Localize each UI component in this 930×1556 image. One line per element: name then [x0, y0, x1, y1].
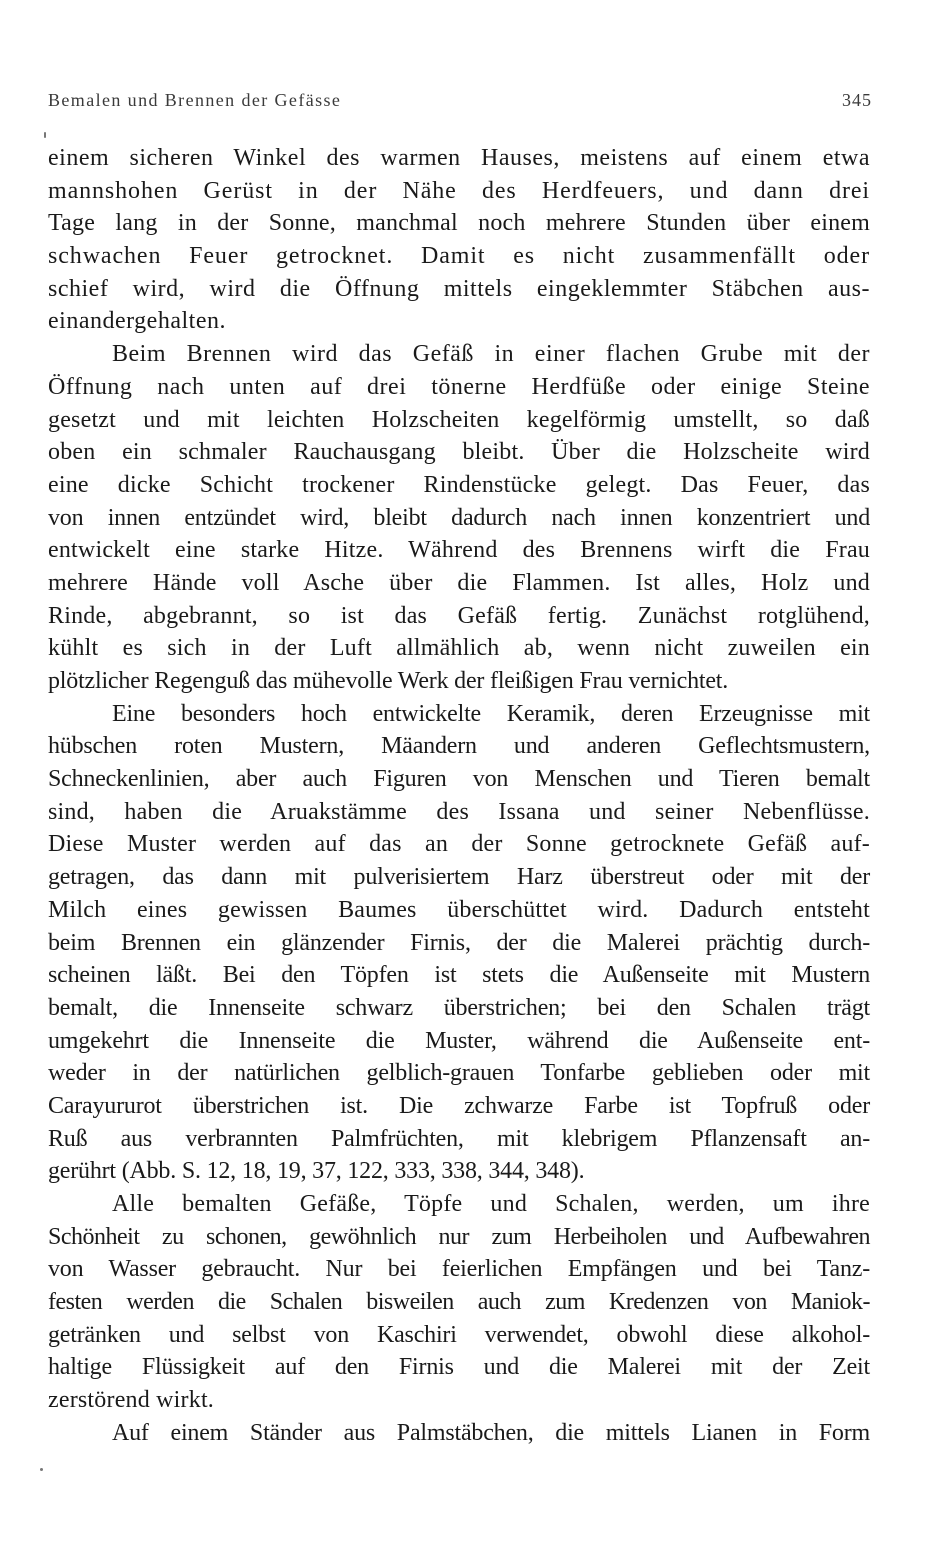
text-line: einandergehalten. — [48, 308, 226, 335]
text-line: bemalt, die Innenseite schwarz überstrichen; bei den Schalen trägt — [48, 994, 870, 1021]
text-line: getragen, das dann mit pulverisiertem Harz überstreut oder mit der — [48, 864, 870, 891]
scan-speck — [40, 1468, 43, 1471]
text-line: haltige Flüssigkeit auf den Firnis und die Malerei mit der Zeit — [48, 1354, 870, 1381]
text-line: plötzlicher Regenguß das mühevolle Werk der fleißigen Frau vernichtet. — [48, 668, 729, 694]
text-line: von innen entzündet wird, bleibt dadurch nach innen konzentriert und — [48, 504, 870, 531]
text-line: mannshohen Gerüst in der Nähe des Herdfeuers, und dann drei — [48, 177, 870, 204]
text-line: Milch eines gewissen Baumes überschüttet wird. Dadurch entsteht — [48, 896, 870, 923]
paragraph-first-line: Alle bemalten Gefäße, Töpfe und Schalen, werden, um ihre — [112, 1191, 870, 1217]
text-line: mehrere Hände voll Asche über die Flammen. Ist alles, Holz und — [48, 569, 870, 596]
text-line: scheinen läßt. Bei den Töpfen ist stets die Außenseite mit Mustern — [48, 962, 870, 989]
text-line: Carayururot überstrichen ist. Die zchwarze Farbe ist Topfruß oder — [48, 1092, 870, 1119]
text-line: gesetzt und mit leichten Holzscheiten kegelförmig umstellt, so daß — [48, 406, 870, 433]
text-line: beim Brennen ein glänzender Firnis, der die Malerei prächtig durch- — [48, 929, 870, 956]
text-line: entwickelt eine starke Hitze. Während des Brennens wirft die Frau — [48, 537, 870, 564]
text-line: einem sicheren Winkel des warmen Hauses, meistens auf einem etwa — [48, 145, 870, 171]
body-text — [48, 142, 870, 1450]
text-line: schwachen Feuer getrocknet. Damit es nicht zusammenfällt oder — [48, 243, 870, 270]
paragraph-first-line: Beim Brennen wird das Gefäß in einer flachen Grube mit der — [112, 341, 870, 368]
text-line: getränken und selbst von Kaschiri verwendet, obwohl diese alkohol- — [48, 1321, 870, 1348]
text-line: hübschen roten Mustern, Mäandern und anderen Geflechtsmustern, — [48, 733, 870, 760]
scan-speck — [44, 132, 46, 138]
text-line: weder in der natürlichen gelblich-grauen Tonfarbe geblieben oder mit — [48, 1060, 870, 1087]
text-line: Ruß aus verbrannten Palmfrüchten, mit klebrigem Pflanzensaft an- — [48, 1125, 870, 1152]
text-line: schief wird, wird die Öffnung mittels eingeklemmter Stäbchen aus- — [48, 275, 870, 302]
text-line: Öffnung nach unten auf drei tönerne Herdfüße oder einige Steine — [48, 373, 870, 400]
text-line: Diese Muster werden auf das an der Sonne getrocknete Gefäß auf- — [48, 831, 870, 858]
text-line: Schneckenlinien, aber auch Figuren von Menschen und Tieren bemalt — [48, 766, 870, 793]
text-line: Schönheit zu schonen, gewöhnlich nur zum Herbeiholen und Aufbewahren — [48, 1223, 870, 1250]
text-line: gerührt (Abb. S. 12, 18, 19, 37, 122, 333, 338, 344, 348). — [48, 1158, 585, 1185]
paragraph-first-line: Eine besonders hoch entwickelte Keramik, deren Erzeugnisse mit — [112, 700, 870, 727]
text-line: umgekehrt die Innenseite die Muster, während die Außenseite ent- — [48, 1027, 870, 1054]
text-line: von Wasser gebraucht. Nur bei feierlichen Empfängen und bei Tanz- — [48, 1256, 870, 1283]
text-line: eine dicke Schicht trockener Rindenstücke gelegt. Das Feuer, das — [48, 471, 870, 498]
text-line: oben ein schmaler Rauchausgang bleibt. Über die Holzscheite wird — [48, 439, 870, 466]
text-line: festen werden die Schalen bisweilen auch zum Kredenzen von Maniok- — [48, 1289, 870, 1316]
page-number: 345 — [842, 90, 872, 110]
text-line: Rinde, abgebrannt, so ist das Gefäß fertig. Zunächst rotglühend, — [48, 602, 870, 629]
text-line: kühlt es sich in der Luft allmählich ab, wenn nicht zuweilen ein — [48, 635, 870, 662]
paragraph-first-line: Auf einem Ständer aus Palmstäbchen, die mittels Lianen in Form — [112, 1419, 870, 1446]
text-line: Tage lang in der Sonne, manchmal noch mehrere Stunden über einem — [48, 210, 870, 237]
text-line: zerstörend wirkt. — [48, 1387, 215, 1414]
page-header — [48, 90, 872, 116]
running-title: Bemalen und Brennen der Gefässe — [48, 90, 342, 110]
text-line: sind, haben die Aruakstämme des Issana und seiner Nebenflüsse. — [48, 798, 870, 825]
